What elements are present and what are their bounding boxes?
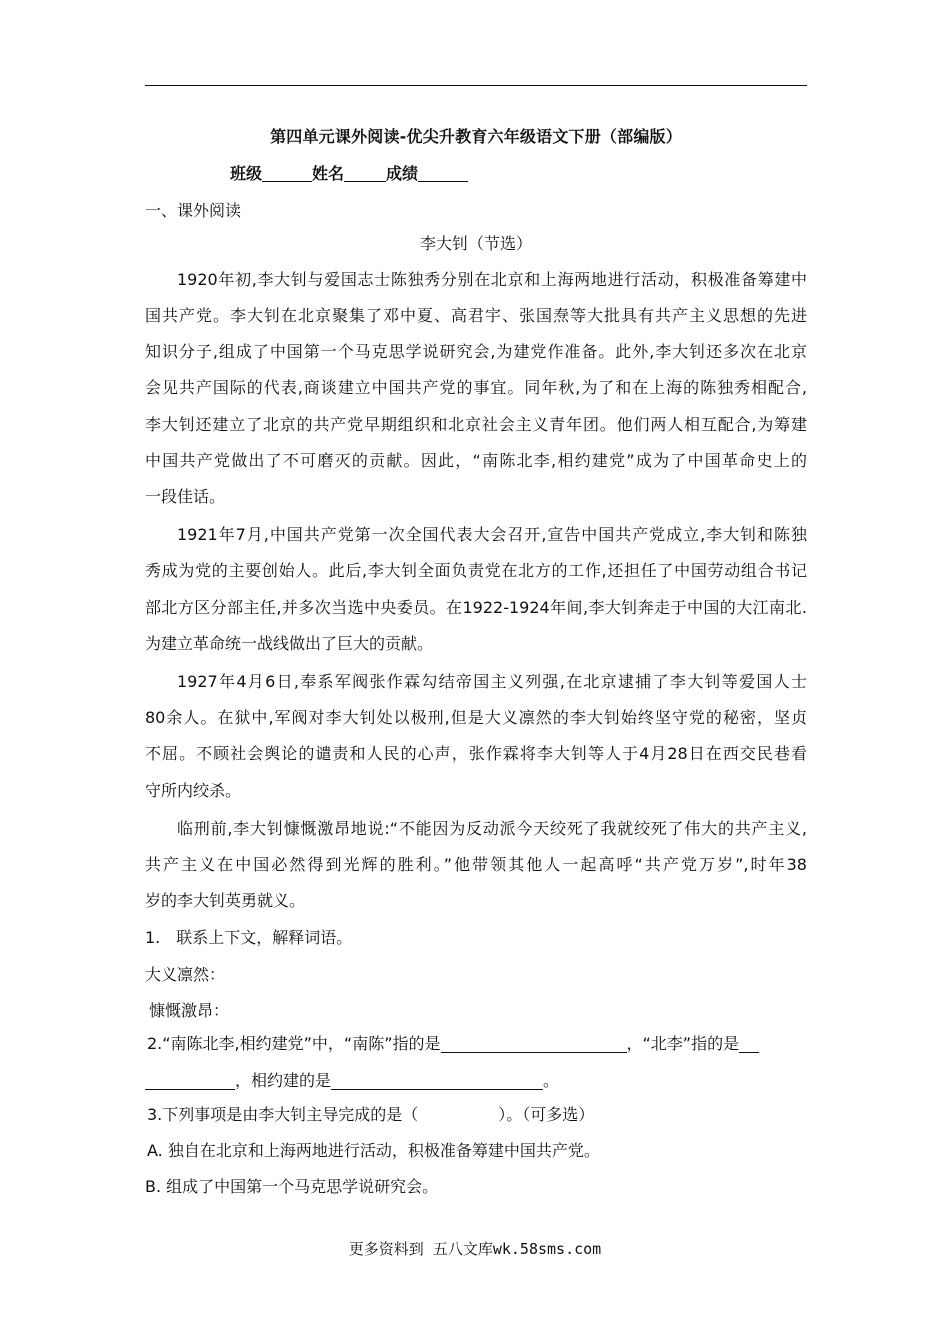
question-3: 3.下列事项是由李大钊主导完成的是（ ）。（可多选） — [147, 1105, 595, 1124]
passage-line: 会见共产国际的代表,商谈建立中国共产党的事宜。同年秋,为了和在上海的陈独秀相配合, — [145, 378, 807, 397]
answer-blank-beili[interactable] — [145, 1073, 235, 1090]
student-info-fields — [230, 161, 468, 184]
passage-line: 守所内绞杀。 — [145, 781, 242, 800]
passage-line: 1920年初,李大钊与爱国志士陈独秀分别在北京和上海两地进行活动，积极准备筹建中 — [177, 270, 807, 289]
question-2-text-c: ，相约建的是 — [235, 1071, 332, 1090]
answer-blank-party[interactable] — [331, 1073, 543, 1090]
question-3-option-a[interactable]: A. 独自在北京和上海两地进行活动，积极准备筹建中国共产党。 — [147, 1141, 600, 1160]
passage-line: 部北方区分部主任,并多次当选中央委员。在1922-1924年间,李大钊奔走于中国的大江南北. — [145, 598, 807, 617]
passage-line: 知识分子,组成了中国第一个马克思学说研究会,为建党作准备。此外,李大钊还多次在北京 — [145, 342, 807, 361]
question-1-term-b: 慷慨激昂： — [149, 1001, 230, 1020]
passage-line: 不屈。不顾社会舆论的谴责和人民的心声，张作霖将李大钊等人于4月28日在西交民巷看 — [145, 744, 807, 763]
score-label: 成绩 — [386, 164, 419, 183]
question-3-option-b[interactable]: B. 组成了中国第一个马克思学说研究会。 — [145, 1177, 439, 1196]
answer-blank-beili-start[interactable] — [739, 1036, 759, 1053]
footer-watermark: 更多资料到 五八文库wk.58sms.com — [348, 1240, 602, 1258]
worksheet-title: 第四单元课外阅读-优尖升教育六年级语文下册（部编版） — [270, 127, 682, 146]
passage-line: 一段佳话。 — [145, 487, 226, 506]
name-blank[interactable] — [344, 165, 386, 182]
name-label: 姓名 — [312, 164, 345, 183]
class-blank[interactable] — [262, 165, 312, 182]
answer-blank-nanchen[interactable] — [441, 1036, 627, 1053]
passage-line: 李大钊还建立了北京的共产党早期组织和北京社会主义青年团。他们两人相互配合,为筹建 — [145, 415, 807, 434]
question-2-line-1 — [147, 1033, 759, 1055]
question-2-line-2 — [145, 1070, 559, 1092]
header-rule — [145, 85, 807, 86]
question-2-text-a: 2.“南陈北李,相约建党”中，“南陈”指的是 — [147, 1034, 441, 1053]
question-1: 1. 联系上下文，解释词语。 — [145, 928, 353, 947]
passage-line: 80余人。在狱中,军阀对李大钊处以极刑,但是大义凛然的李大钊始终坚守党的秘密，坚贞 — [145, 708, 807, 727]
passage-line: 秀成为党的主要创始人。此后,李大钊全面负责党在北方的工作,还担任了中国劳动组合书记 — [145, 561, 807, 580]
passage-line: 1921年7月,中国共产党第一次全国代表大会召开,宣告中国共产党成立,李大钊和陈独 — [177, 525, 807, 544]
passage-line: 国共产党。李大钊在北京聚集了邓中夏、高君宇、张国焘等大批具有共产主义思想的先进 — [145, 306, 807, 325]
class-label: 班级 — [230, 164, 263, 183]
question-2-text-b: ，“北李”指的是 — [626, 1034, 740, 1053]
passage-line: 中国共产党做出了不可磨灭的贡献。因此，“南陈北李,相约建党”成为了中国革命史上的 — [145, 451, 807, 470]
passage-title: 李大钊（节选） — [419, 234, 532, 253]
score-blank[interactable] — [418, 165, 468, 182]
passage-line: 共产主义在中国必然得到光辉的胜利。”他带领其他人一起高呼“共产党万岁”,时年38 — [145, 855, 807, 874]
passage-line: 临刑前,李大钊慷慨激昂地说:“不能因为反动派今天绞死了我就绞死了伟大的共产主义, — [177, 819, 807, 838]
passage-line: 岁的李大钊英勇就义。 — [145, 891, 306, 910]
question-2-end: 。 — [543, 1071, 560, 1090]
section-heading: 一、课外阅读 — [145, 201, 242, 220]
passage-line: 1927年4月6日,奉系军阀张作霖勾结帝国主义列强,在北京逮捕了李大钊等爱国人士 — [177, 672, 807, 691]
question-1-term-a: 大义凛然： — [145, 965, 226, 984]
passage-line: 为建立革命统一战线做出了巨大的贡献。 — [145, 634, 434, 653]
